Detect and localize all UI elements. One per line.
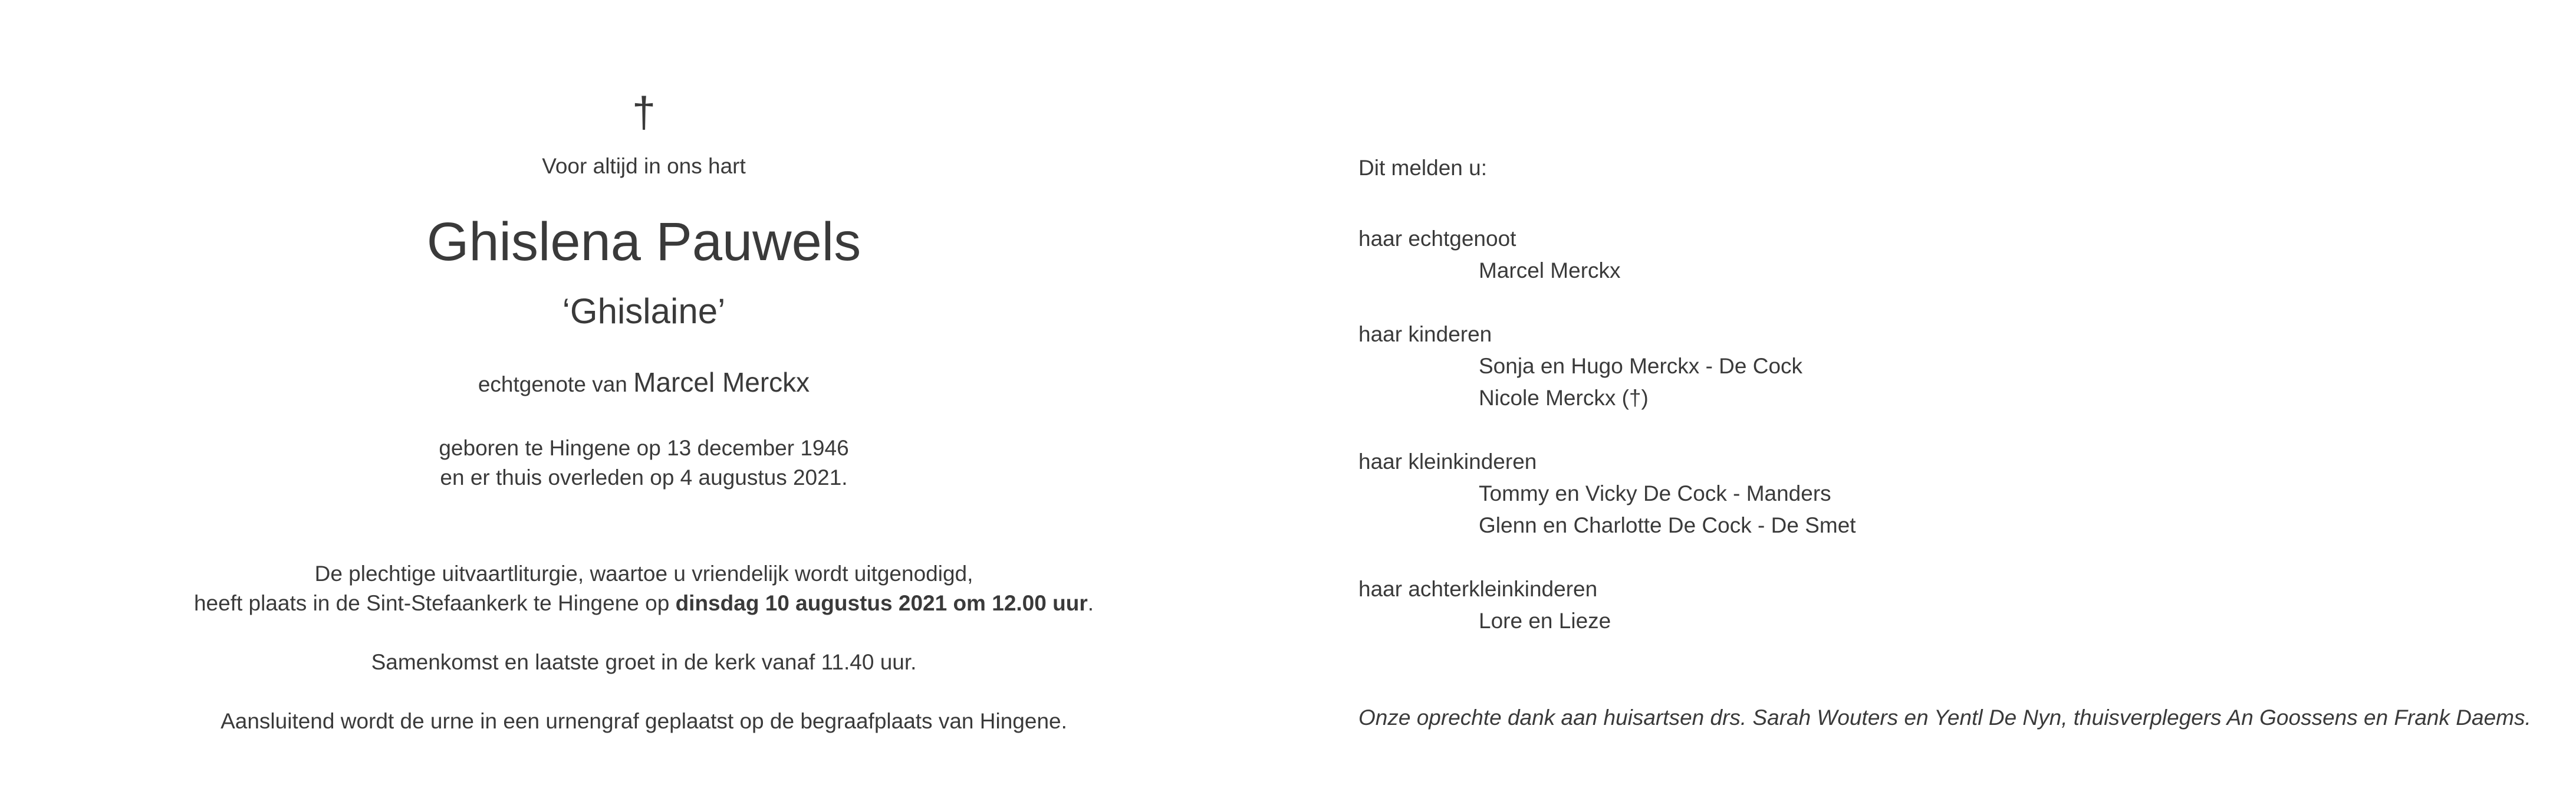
death-info: en er thuis overleden op 4 augustus 2021. [440, 465, 848, 490]
family-member: Lore en Lieze [1479, 609, 1611, 633]
cross-symbol: † [631, 89, 656, 136]
announcement-right-panel [1358, 0, 2561, 801]
spouse-line [0, 366, 1288, 401]
family-member: Tommy en Vicky De Cock - Manders [1479, 481, 1831, 505]
thanks-note: Onze oprechte dank aan huisartsen drs. Sarah Wouters en Yentl De Nyn, thuisverplegers An Goossens en Frank Daems. [1358, 705, 2531, 730]
service-suffix: . [1087, 591, 1094, 615]
group-heading-children: haar kinderen [1358, 322, 1492, 346]
service-details [0, 589, 1288, 618]
motto: Voor altijd in ons hart [542, 154, 746, 178]
family-member: Sonja en Hugo Merckx - De Cock [1479, 354, 1803, 378]
group-heading-great-grandchildren: haar achterkleinkinderen [1358, 577, 1598, 601]
burial-info: Aansluitend wordt de urne in een urnengraf geplaatst op de begraafplaats van Hingene. [221, 709, 1067, 733]
birth-info: geboren te Hingene op 13 december 1946 [439, 436, 849, 460]
deceased-name: Ghislena Pauwels [426, 212, 861, 272]
intro-text: Dit melden u: [1358, 156, 1487, 180]
service-invitation: De plechtige uitvaartliturgie, waartoe u vriendelijk wordt uitgenodigd, [314, 562, 973, 586]
service-datetime: dinsdag 10 augustus 2021 om 12.00 uur [675, 591, 1088, 615]
group-heading-spouse: haar echtgenoot [1358, 226, 1516, 251]
spouse-prefix: echtgenote van [478, 372, 634, 396]
service-location: heeft plaats in de Sint-Stefaankerk te Hingene op [193, 591, 676, 615]
family-member: Glenn en Charlotte De Cock - De Smet [1479, 513, 1856, 537]
family-member: Nicole Merckx (†) [1479, 386, 1649, 410]
nickname: ‘Ghislaine’ [562, 291, 726, 331]
spouse-name: Marcel Merckx [633, 367, 810, 398]
gathering-info: Samenkomst en laatste groet in de kerk vanaf 11.40 uur. [371, 650, 917, 674]
family-member: Marcel Merckx [1479, 258, 1621, 283]
group-heading-grandchildren: haar kleinkinderen [1358, 449, 1537, 474]
